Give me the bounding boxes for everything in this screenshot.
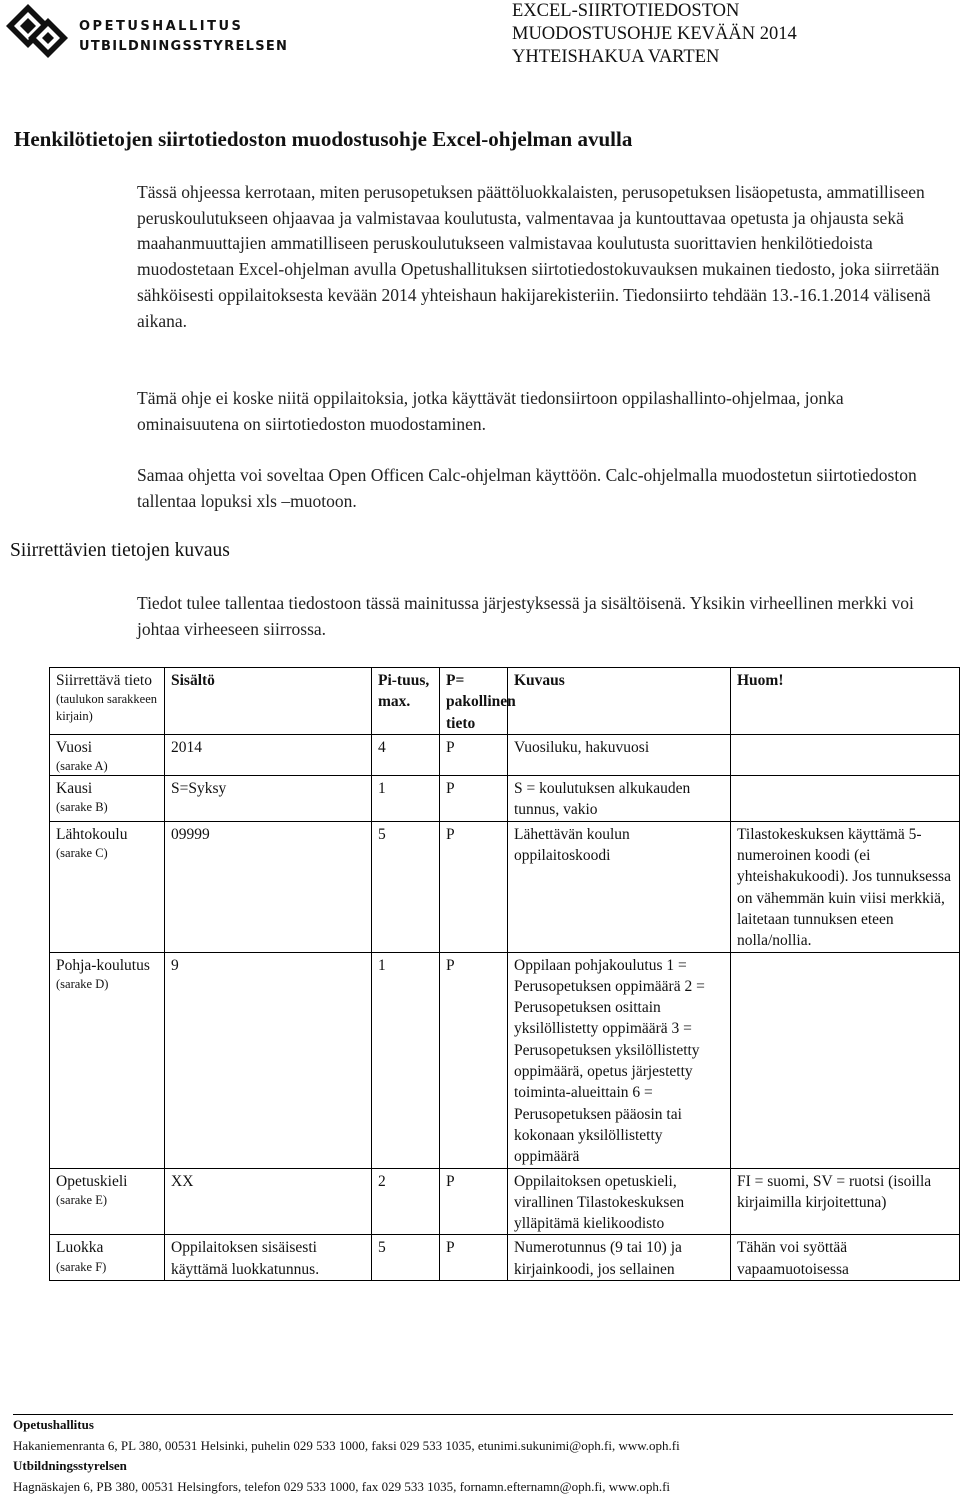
field-description: Oppilaan pohjakoulutus 1 = Perusopetuksen oppimäärä 2 = Perusopetuksen osittain yksilöllistetty oppimäärä 3 = Perusopetuksen yksilöllistetty oppimäärä, opetus järjestetty toiminta-alueittain 6 = Perusopetuksen pääosin tai kokonaan yksilöllistetty oppimäärä [508, 952, 731, 1168]
intro-paragraph-3: Samaa ohjetta voi soveltaa Open Officen Calc-ohjelman käyttöön. Calc-ohjelmalla muodostetun siirtotiedoston tallentaa lopuksi xls –muotoon. [137, 465, 917, 511]
field-length: 1 [372, 952, 440, 1168]
field-mandatory: P [440, 1235, 508, 1281]
field-length: 5 [372, 821, 440, 952]
field-description: Oppilaitoksen opetuskieli, virallinen Tilastokeskuksen ylläpitämä kielikoodisto [508, 1168, 731, 1235]
field-name: Pohja-koulutus [56, 956, 150, 974]
field-description: S = koulutuksen alkukauden tunnus, vakio [508, 776, 731, 822]
header-line-1: EXCEL-SIIRTOTIEDOSTON [512, 1, 740, 21]
header-field-sub: (taulukon sarakkeen kirjain) [56, 692, 158, 724]
oph-logo-icon [6, 4, 70, 60]
field-column: (sarake E) [56, 1192, 108, 1207]
field-mandatory: P [440, 776, 508, 822]
field-note: Tähän voi syöttää vapaamuotoisessa [731, 1235, 960, 1281]
field-note: Tilastokeskuksen käyttämä 5-numeroinen koodi (ei yhteishakukoodi). Jos tunnuksessa on vähemmän kuin viisi merkkiä, laitetaan tunnuksen eteen nolla/nollia. [731, 821, 960, 952]
field-column: (sarake D) [56, 976, 109, 991]
header-note: Huom! [731, 668, 960, 735]
page-footer [13, 1414, 953, 1497]
header-line-3: YHTEISHAKUA VARTEN [512, 47, 720, 67]
field-note [731, 734, 960, 775]
table-cell [50, 776, 165, 822]
field-column: (sarake A) [56, 759, 108, 774]
header-content: Sisältö [165, 668, 372, 735]
table-cell [50, 1235, 165, 1281]
footer-org-sv: Utbildningsstyrelsen [13, 1458, 127, 1473]
header-mandatory: P= pakollinen tieto [440, 668, 508, 735]
header-field: Siirrettävä tieto [56, 672, 152, 689]
footer-org-fi: Opetushallitus [13, 1417, 94, 1432]
section-paragraph: Tiedot tulee tallentaa tiedostoon tässä mainitussa järjestyksessä ja sisältöisenä. Yksikin virheellinen merkki voi johtaa virheeseen siirrossa. [137, 593, 914, 639]
table-row [50, 776, 960, 822]
field-length: 4 [372, 734, 440, 775]
field-column: (sarake C) [56, 846, 108, 861]
page-title: Henkilötietojen siirtotiedoston muodostusohje Excel-ohjelman avulla [14, 127, 633, 151]
table-cell [50, 952, 165, 1168]
logo-text-fi: OPETUSHALLITUS [79, 19, 244, 34]
table-cell [50, 1168, 165, 1235]
field-mandatory: P [440, 1168, 508, 1235]
field-name: Vuosi [56, 738, 93, 756]
table-header-cell [50, 668, 165, 735]
footer-address-fi: Hakaniemenranta 6, PL 380, 00531 Helsinki, puhelin 029 533 1000, faksi 029 533 1035, etunimi.sukunimi@oph.fi, www.oph.fi [13, 1437, 680, 1453]
field-description-table [49, 667, 960, 1281]
field-name: Kausi [56, 780, 93, 798]
table-row [50, 1235, 960, 1281]
field-content: 09999 [165, 821, 372, 952]
logo [6, 4, 289, 60]
header-line-2: MUODOSTUSOHJE KEVÄÄN 2014 [512, 24, 797, 44]
field-name: Opetuskieli [56, 1172, 128, 1190]
table-row [50, 1168, 960, 1235]
field-content: XX [165, 1168, 372, 1235]
field-name: Lähtokoulu [56, 825, 128, 843]
logo-text-sv: UTBILDNINGSSTYRELSEN [79, 39, 289, 54]
footer-address-sv: Hagnäskajen 6, PB 380, 00531 Helsingfors, telefon 029 533 1000, fax 029 533 1035, fornamn.efternamn@oph.fi, www.oph.fi [13, 1478, 671, 1494]
field-mandatory: P [440, 952, 508, 1168]
field-column: (sarake F) [56, 1259, 107, 1274]
field-length: 1 [372, 776, 440, 822]
table-row [50, 952, 960, 1168]
field-column: (sarake B) [56, 800, 108, 815]
table-header-row [50, 668, 960, 735]
table-row [50, 821, 960, 952]
field-content: Oppilaitoksen sisäisesti käyttämä luokkatunnus. [165, 1235, 372, 1281]
field-note: FI = suomi, SV = ruotsi (isoilla kirjaimilla kirjoitettuna) [731, 1168, 960, 1235]
field-description: Vuosiluku, hakuvuosi [508, 734, 731, 775]
document-header [512, 0, 952, 69]
header-length: Pi-tuus, max. [372, 668, 440, 735]
field-mandatory: P [440, 734, 508, 775]
field-mandatory: P [440, 821, 508, 952]
field-content: 9 [165, 952, 372, 1168]
field-note [731, 776, 960, 822]
table-cell [50, 821, 165, 952]
field-content: 2014 [165, 734, 372, 775]
intro-paragraph-2: Tämä ohje ei koske niitä oppilaitoksia, jotka käyttävät tiedonsiirtoon oppilashallinto-ohjelmaa, jonka ominaisuutena on siirtotiedoston muodostaminen. [137, 388, 844, 434]
header-description: Kuvaus [508, 668, 731, 735]
field-description: Numerotunnus (9 tai 10) ja kirjainkoodi, jos sellainen [508, 1235, 731, 1281]
intro-paragraph-1: Tässä ohjeessa kerrotaan, miten perusopetuksen päättöluokkalaisten, perusopetuksen lisäopetusta, ammatilliseen peruskoulutukseen ohjaavaa ja valmistavaa koulutusta, valmentavaa ja kuntouttavaa opetusta ja ohjausta sekä maahanmuuttajien ammatilliseen peruskoulutukseen valmistavaa koulutusta suorittavien henkilötiedoista muodostetaan Excel-ohjelman avulla Opetushallituksen siirtotiedostokuvauksen mukainen tiedosto, joka siirretään sähköisesti oppilaitoksesta kevään 2014 yhteishaun hakijarekisteriin. Tiedonsiirto tehdään 13.-16.1.2014 välisenä aikana. [137, 182, 940, 331]
table-cell [50, 734, 165, 775]
field-content: S=Syksy [165, 776, 372, 822]
field-name: Luokka [56, 1239, 104, 1257]
section-heading: Siirrettävien tietojen kuvaus [10, 540, 230, 561]
field-description: Lähettävän koulun oppilaitoskoodi [508, 821, 731, 952]
field-note [731, 952, 960, 1168]
table-row [50, 734, 960, 775]
field-length: 5 [372, 1235, 440, 1281]
field-length: 2 [372, 1168, 440, 1235]
